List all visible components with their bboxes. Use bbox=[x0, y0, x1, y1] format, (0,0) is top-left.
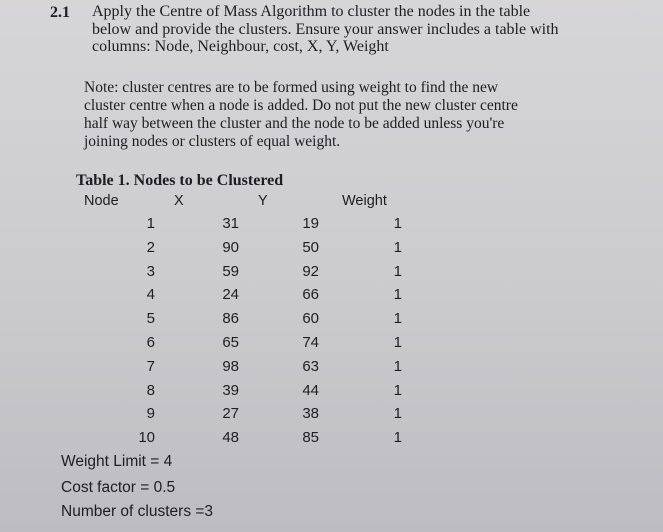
cost-factor: Cost factor = 0.5 bbox=[61, 479, 176, 496]
cell-node: 6 bbox=[146, 334, 155, 351]
question-number: 2.1 bbox=[50, 4, 70, 21]
cell-node: 7 bbox=[146, 357, 155, 375]
cell-weight: 1 bbox=[393, 357, 402, 375]
cell-weight: 1 bbox=[393, 405, 402, 423]
cell-node: 2 bbox=[146, 238, 155, 256]
cell-weight: 1 bbox=[393, 215, 402, 232]
cell-weight: 1 bbox=[393, 429, 402, 447]
cell-weight: 1 bbox=[393, 334, 402, 351]
cell-y: 50 bbox=[302, 238, 319, 256]
cell-x: 65 bbox=[222, 334, 239, 351]
weight-limit: Weight Limit = 4 bbox=[61, 453, 173, 470]
cell-x: 31 bbox=[222, 215, 239, 232]
note-line: joining nodes or clusters of equal weight. bbox=[84, 133, 341, 150]
cell-weight: 1 bbox=[393, 310, 402, 328]
question-text bbox=[92, 3, 652, 56]
note-line: Note: cluster centres are to be formed using weight to find the new bbox=[84, 79, 499, 96]
header-node: Node bbox=[84, 193, 119, 209]
cell-node: 4 bbox=[146, 286, 155, 304]
cell-node: 10 bbox=[138, 429, 155, 447]
header-y: Y bbox=[258, 193, 268, 209]
cell-y: 44 bbox=[302, 381, 319, 399]
cell-y: 38 bbox=[302, 405, 319, 423]
cell-x: 48 bbox=[222, 429, 239, 447]
question-line: below and provide the clusters. Ensure your answer includes a table with bbox=[92, 20, 559, 38]
question-line: Apply the Centre of Mass Algorithm to cluster the nodes in the table bbox=[92, 3, 531, 20]
cell-y: 19 bbox=[302, 215, 319, 232]
header-x: X bbox=[174, 193, 184, 209]
cell-x: 59 bbox=[222, 262, 239, 280]
cell-weight: 1 bbox=[393, 381, 402, 399]
number-of-clusters: Number of clusters =3 bbox=[61, 503, 214, 520]
cell-y: 63 bbox=[302, 357, 319, 375]
cell-weight: 1 bbox=[393, 262, 402, 280]
note-paragraph bbox=[84, 79, 654, 151]
cell-x: 90 bbox=[222, 238, 239, 256]
table-title: Table 1. Nodes to be Clustered bbox=[76, 172, 284, 189]
cell-x: 39 bbox=[222, 381, 239, 399]
cell-node: 3 bbox=[146, 262, 155, 280]
cell-x: 86 bbox=[222, 310, 239, 328]
cell-weight: 1 bbox=[393, 238, 402, 256]
cell-node: 1 bbox=[146, 215, 155, 232]
note-line: cluster centre when a node is added. Do not put the new cluster centre bbox=[84, 97, 518, 114]
cell-node: 8 bbox=[146, 381, 155, 399]
cell-x: 98 bbox=[222, 357, 239, 375]
cell-y: 60 bbox=[302, 310, 319, 328]
cell-node: 9 bbox=[146, 405, 155, 423]
cell-y: 66 bbox=[302, 286, 319, 304]
cell-y: 92 bbox=[302, 262, 319, 280]
cell-weight: 1 bbox=[393, 286, 402, 304]
cell-node: 5 bbox=[146, 310, 155, 328]
header-weight: Weight bbox=[342, 193, 387, 209]
cell-y: 85 bbox=[302, 429, 319, 447]
cell-x: 24 bbox=[222, 286, 239, 304]
cell-y: 74 bbox=[302, 334, 319, 351]
cell-x: 27 bbox=[222, 405, 239, 423]
note-line: half way between the cluster and the node to be added unless you're bbox=[84, 115, 505, 132]
question-line: columns: Node, Neighbour, cost, X, Y, Weight bbox=[92, 38, 389, 55]
